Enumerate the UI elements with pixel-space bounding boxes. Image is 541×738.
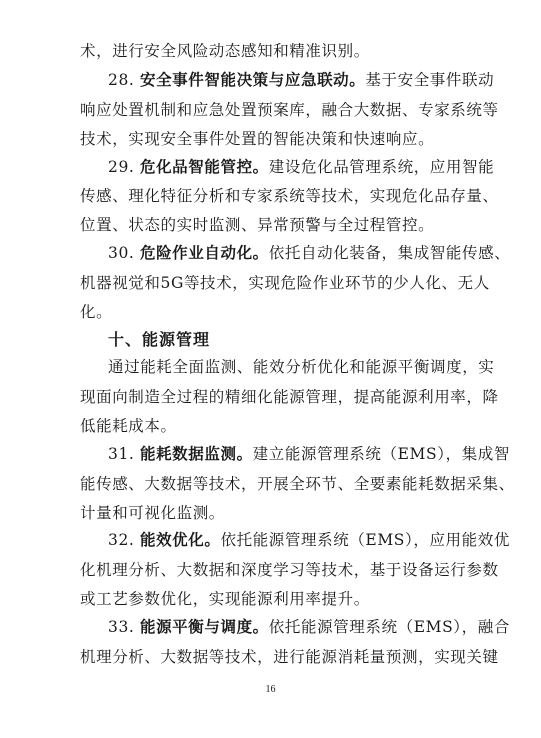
text-span: 术，进行安全风险动态感知和精准识别。	[80, 42, 370, 60]
item-32-line-3	[80, 586, 462, 612]
text-span: 依托能源管理系统（EMS），应用能效优	[220, 531, 510, 549]
item-title: 安全事件智能决策与应急联动。	[139, 70, 366, 89]
item-29-line-1	[108, 154, 495, 180]
text-span: 响应处置机制和应急处置预案库，融合大数据、专家系统等	[80, 101, 499, 119]
intro-line-2	[80, 384, 499, 410]
text-span: 机器视觉和5G等技术，实现危险作业环节的少人化、无人	[80, 274, 490, 292]
item-32-line-1	[108, 527, 510, 553]
item-title: 危化品智能管控。	[139, 157, 269, 176]
item-31-line-1	[108, 441, 510, 467]
text-span: 传感、理化特征分析和专家系统等技术，实现危化品存量、	[80, 187, 499, 205]
item-28-line-2	[80, 97, 499, 123]
intro-line-1	[108, 354, 495, 380]
item-33-line-1	[108, 614, 510, 640]
text-span: 技术，实现安全事件处置的智能决策和快速响应。	[80, 130, 435, 148]
item-28-line-1	[108, 67, 495, 93]
item-28-line-3	[80, 126, 462, 152]
item-number: 29.	[108, 158, 140, 176]
text-span: 基于安全事件联动	[365, 71, 495, 89]
item-number: 28.	[108, 71, 140, 89]
text-span: 或工艺参数优化，实现能源利用率提升。	[80, 590, 370, 608]
section-heading: 十、能源管理	[108, 330, 211, 349]
text-span: 低能耗成本。	[80, 417, 177, 435]
text-span: 能传感、大数据等技术，开展全环节、全要素能耗数据采集、	[80, 475, 515, 493]
item-31-line-3	[80, 500, 462, 526]
item-title: 能源平衡与调度。	[139, 617, 269, 636]
item-number: 31.	[108, 445, 140, 463]
item-32-line-2	[80, 557, 499, 583]
item-31-line-2	[80, 471, 515, 497]
text-span: 化。	[80, 303, 113, 321]
item-30-line-3	[80, 299, 462, 325]
text-span: 建设危化品管理系统，应用智能	[268, 158, 495, 176]
item-number: 30.	[108, 244, 140, 262]
text-span: 建立能源管理系统（EMS），集成智	[252, 445, 510, 463]
item-30-line-2	[80, 270, 490, 296]
item-title: 能耗数据监测。	[139, 444, 253, 463]
text-span: 依托自动化装备，集成智能传感、	[268, 244, 511, 262]
item-number: 33.	[108, 618, 140, 636]
item-number: 32.	[108, 531, 140, 549]
page-number: 16	[265, 684, 276, 695]
item-29-line-3	[80, 212, 462, 238]
text-span: 通过能耗全面监测、能效分析优化和能源平衡调度，实	[108, 358, 495, 376]
text-line	[80, 38, 462, 64]
item-title: 危险作业自动化。	[139, 243, 269, 262]
text-span: 机理分析、大数据等技术，进行能源消耗量预测，实现关键	[80, 648, 499, 666]
text-span: 化机理分析、大数据和深度学习等技术，基于设备运行参数	[80, 561, 499, 579]
text-span: 现面向制造全过程的精细化能源管理，提高能源利用率，降	[80, 388, 499, 406]
item-29-line-2	[80, 183, 499, 209]
text-span: 依托能源管理系统（EMS），融合	[268, 618, 510, 636]
intro-line-3	[80, 413, 462, 439]
text-span: 位置、状态的实时监测、异常预警与全过程管控。	[80, 216, 435, 234]
item-title: 能效优化。	[139, 530, 221, 549]
item-33-line-2	[80, 644, 499, 670]
item-30-line-1	[108, 240, 511, 266]
text-span: 计量和可视化监测。	[80, 504, 225, 522]
